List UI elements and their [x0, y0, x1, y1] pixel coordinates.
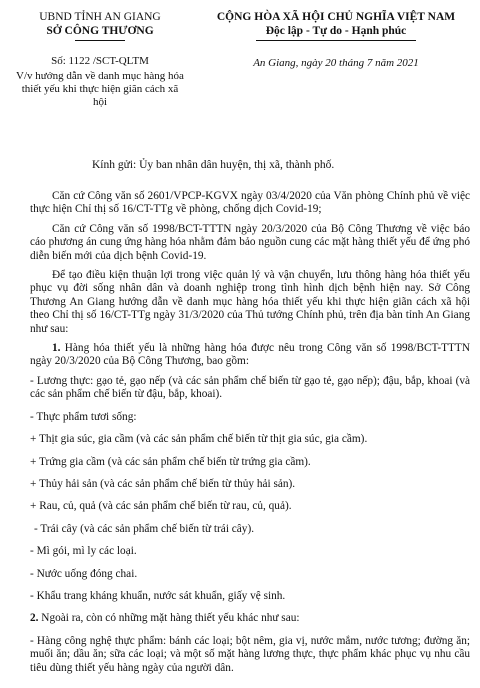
motto-underline — [256, 40, 416, 41]
list-item-8: - Mì gói, mì ly các loại. — [30, 545, 137, 558]
document-body — [30, 190, 470, 684]
section-1-text: Hàng hóa thiết yếu là những hàng hóa được nêu trong Công văn số 1998/BCT-TTTN ngày 20/3/2020 của Bộ Công Thương, bao gồm: — [30, 342, 470, 368]
national-motto: Độc lập - Tự do - Hạnh phúc — [265, 25, 407, 37]
document-number: Số: 1122 /SCT-QLTM — [51, 55, 149, 67]
header-left — [10, 10, 190, 109]
department-name: SỞ CÔNG THƯƠNG — [46, 25, 154, 37]
section-1 — [30, 342, 470, 369]
list-item-10: - Khẩu trang kháng khuẩn, nước sát khuẩn, giấy vệ sinh. — [30, 589, 286, 602]
paragraph-3: Để tạo điều kiện thuận lợi trong việc quản lý và vận chuyển, lưu thông hàng hóa thiết yếu phục vụ đời sống nhân dân và doanh nghiệp trong tình hình dịch bệnh hiện nay. Sở Công Thương An Giang hướng dẫn về danh mục hàng hóa thiết yếu khi thực hiện giãn cách xã hội theo Chỉ thị số 16/CT-TTg ngày 31/3/2020 của Thủ tướng Chính phủ, trên địa bàn tỉnh An Giang như sau: — [30, 269, 470, 335]
country-name: CỘNG HÒA XÃ HỘI CHỦ NGHĨA VIỆT NAM — [216, 11, 456, 23]
list-item-1: - Lương thực: gạo tẻ, gạo nếp (và các sản phẩm chế biến từ gạo tẻ, gạo nếp); đậu, bắp, khoai (và các sản phẩm chế biến từ đậu, bắp, khoai). — [30, 374, 470, 401]
list-item-6: + Rau, củ, quả (và các sản phẩm chế biến từ rau, củ, quả). — [30, 500, 292, 513]
paragraph-2: Căn cứ Công văn số 1998/BCT-TTTN ngày 20/3/2020 của Bộ Công Thương về việc báo cáo phương án cung ứng hàng hóa nhằm đảm bảo nguồn cung các mặt hàng thiết yếu để ứng phó diễn biến mới của dịch bệnh Covid-19. — [30, 222, 470, 262]
agency-name: UBND TỈNH AN GIANG — [39, 11, 161, 23]
section-2-text: Ngoài ra, còn có những mặt hàng thiết yếu khác như sau: — [38, 612, 300, 625]
section-2 — [30, 612, 470, 625]
list-item-4: + Trứng gia cầm (và các sản phẩm chế biến từ trứng gia cầm). — [30, 455, 311, 468]
recipient-line: Kính gửi: Ủy ban nhân dân huyện, thị xã, thành phố. — [92, 159, 335, 171]
list-item-7: - Trái cây (và các sản phẩm chế biến từ trái cây). — [34, 522, 255, 535]
document-subject: V/v hướng dẫn về danh mục hàng hóa thiết yếu khi thực hiện giãn cách xã hội — [16, 70, 184, 108]
department-underline — [75, 40, 125, 41]
list-item-3: + Thịt gia súc, gia cầm (và các sản phẩm chế biến từ thịt gia súc, gia cầm). — [30, 433, 368, 446]
list-item-2: - Thực phẩm tươi sống: — [30, 410, 137, 423]
list-item-11: - Hàng công nghệ thực phẩm: bánh các loại; bột nêm, gia vị, nước mắm, nước tương; đường ăn; muối ăn; dầu ăn; sữa các loại; và một số mặt hàng lương thực, thực phẩm khác phục vụ nhu cầu tiêu dùng thiết yếu hàng ngày của người dân. — [30, 634, 470, 674]
list-item-5: + Thủy hải sản (và các sản phẩm chế biến từ thủy hải sản). — [30, 477, 296, 490]
list-item-9: - Nước uống đóng chai. — [30, 567, 138, 580]
section-1-number: 1. — [52, 342, 61, 355]
paragraph-1: Căn cứ Công văn số 2601/VPCP-KGVX ngày 03/4/2020 của Văn phòng Chính phủ về việc thực hiện Chỉ thị số 16/CT-TTg về phòng, chống dịch Covid-19; — [30, 190, 470, 216]
header-right — [198, 10, 474, 70]
document-date: An Giang, ngày 20 tháng 7 năm 2021 — [253, 57, 419, 69]
section-2-number: 2. — [30, 612, 39, 625]
